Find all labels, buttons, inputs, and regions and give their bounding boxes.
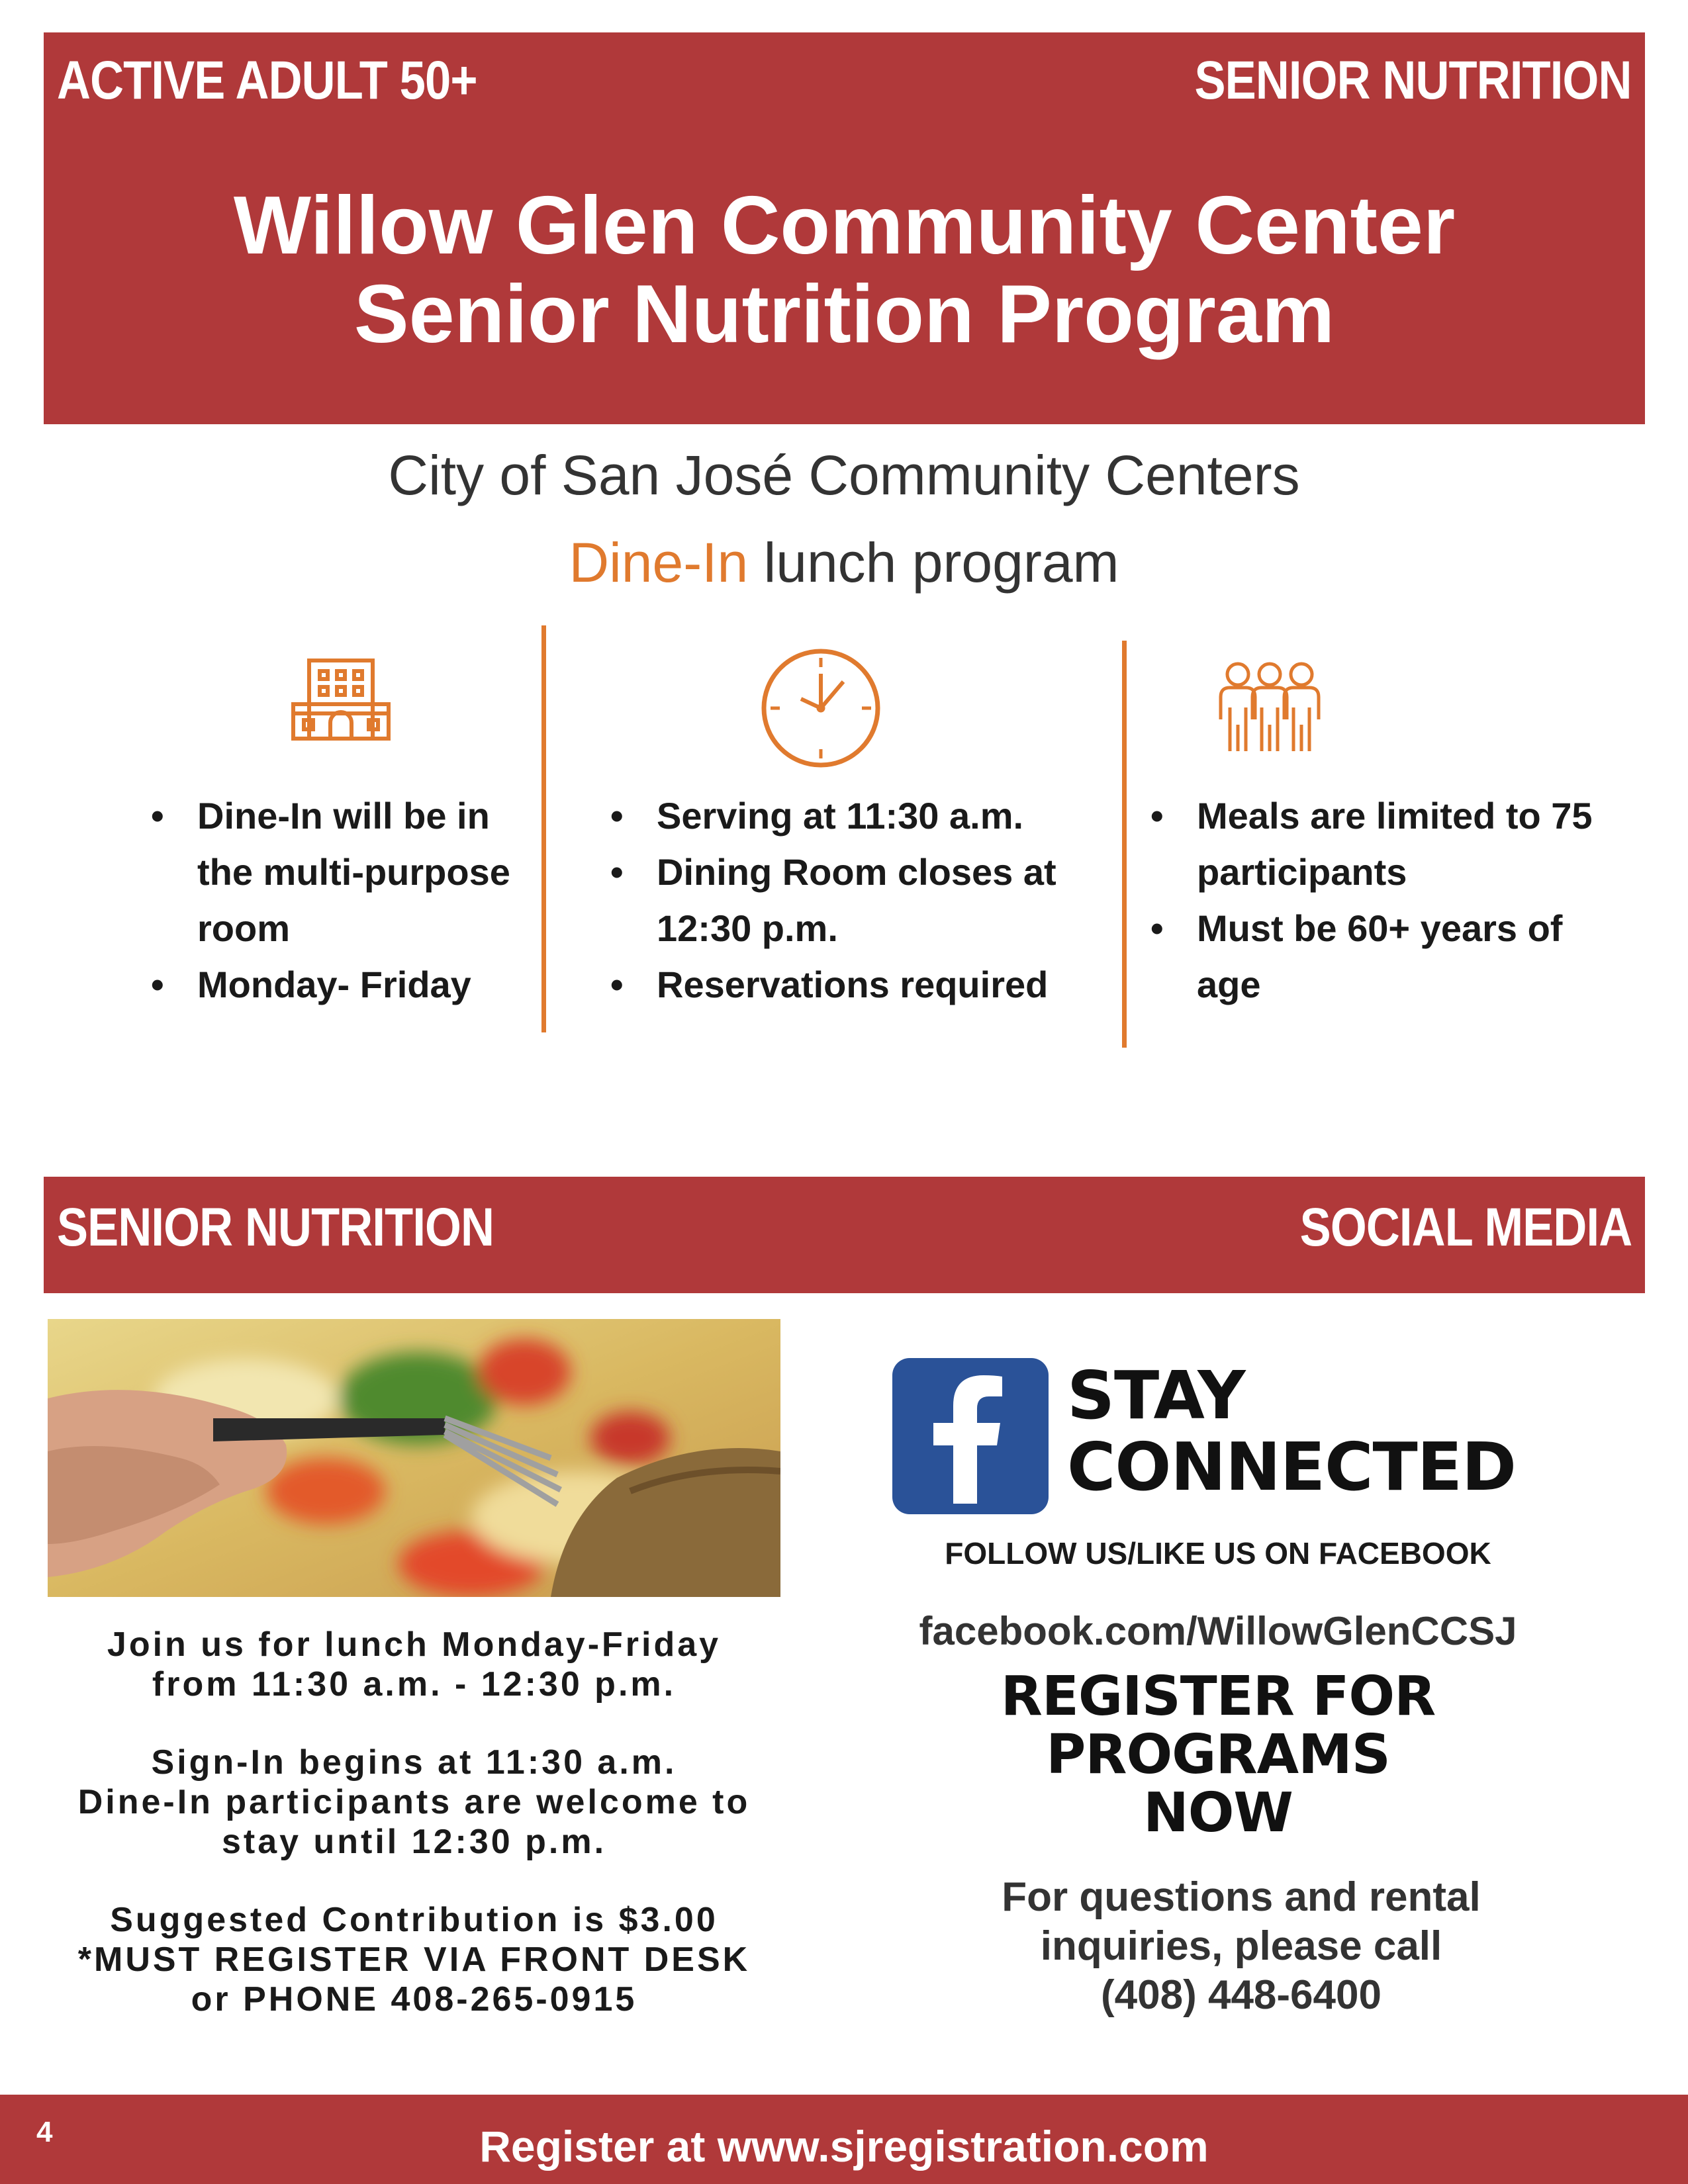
lunch-info-line: *MUST REGISTER VIA FRONT DESK — [77, 1940, 751, 1979]
column-divider — [1122, 641, 1127, 1048]
facebook-link[interactable]: facebook.com/WillowGlenCCSJ — [919, 1609, 1517, 1653]
list-item: • Reservations required — [610, 956, 1087, 1013]
list-item: • Monday- Friday — [151, 956, 522, 1013]
contact-info — [781, 1873, 1688, 2020]
intro-line-2-rest: lunch program — [748, 531, 1119, 594]
facebook-icon[interactable] — [892, 1358, 1049, 1514]
register-line: NOW — [1143, 1782, 1293, 1844]
list-item: • Dine-In will be in the multi-purpose room — [151, 788, 522, 956]
register-line: PROGRAMS — [1046, 1723, 1390, 1786]
list-item: • Dining Room closes at 12:30 p.m. — [610, 844, 1087, 956]
section-banner — [44, 1177, 1645, 1293]
header-banner — [44, 32, 1645, 424]
list-item: • Meals are limited to 75 participants — [1150, 788, 1614, 900]
eligibility-info — [1150, 788, 1614, 1013]
location-info — [151, 788, 522, 1013]
phone-number[interactable]: (408) 448-6400 — [1101, 1972, 1382, 2018]
clock-icon — [755, 642, 887, 774]
stay-connected-heading — [1067, 1357, 1517, 1506]
follow-text: FOLLOW US/LIKE US ON FACEBOOK — [945, 1536, 1491, 1570]
lunch-info-line: Dine-In participants are welcome to — [77, 1783, 751, 1821]
list-item: • Must be 60+ years of age — [1150, 900, 1614, 1013]
lunch-info-line: Sign-In begins at 11:30 a.m. — [151, 1743, 677, 1782]
social-media-label: SOCIAL MEDIA — [1299, 1197, 1632, 1257]
time-info — [610, 788, 1087, 1013]
section-label: SENIOR NUTRITION — [1194, 50, 1632, 111]
lunch-info — [48, 1625, 780, 2058]
category-label: ACTIVE ADULT 50+ — [57, 50, 477, 111]
lunch-info-line: Suggested Contribution is $3.00 — [110, 1901, 718, 1939]
senior-nutrition-label: SENIOR NUTRITION — [57, 1197, 494, 1257]
column-divider — [541, 625, 546, 1032]
food-photo — [48, 1319, 780, 1597]
intro-line-2 — [0, 531, 1688, 595]
connected-text: CONNECTED — [1067, 1428, 1517, 1506]
register-line: REGISTER FOR — [1000, 1665, 1436, 1728]
title-line-1: Willow Glen Community Center — [233, 180, 1456, 271]
stay-text: STAY — [1067, 1357, 1245, 1434]
building-icon — [275, 649, 407, 781]
page-number: 4 — [36, 2116, 53, 2148]
intro-line-1: City of San José Community Centers — [388, 444, 1300, 506]
contact-line: inquiries, please call — [1040, 1923, 1442, 1969]
lunch-info-line: stay until 12:30 p.m. — [221, 1823, 607, 1861]
people-icon — [1203, 652, 1336, 784]
register-heading — [781, 1665, 1655, 1844]
lunch-info-line: from 11:30 a.m. - 12:30 p.m. — [152, 1665, 677, 1704]
contact-line: For questions and rental — [1002, 1874, 1481, 1920]
registration-link[interactable]: Register at www.sjregistration.com — [479, 2122, 1209, 2171]
footer-bar — [0, 2095, 1688, 2184]
lunch-info-line: Join us for lunch Monday-Friday — [107, 1625, 722, 1664]
dine-in-accent: Dine-In — [569, 531, 749, 594]
page-title — [44, 181, 1645, 359]
lunch-info-line: or PHONE 408-265-0915 — [191, 1980, 637, 2019]
title-line-2: Senior Nutrition Program — [353, 269, 1335, 360]
list-item: • Serving at 11:30 a.m. — [610, 788, 1087, 844]
